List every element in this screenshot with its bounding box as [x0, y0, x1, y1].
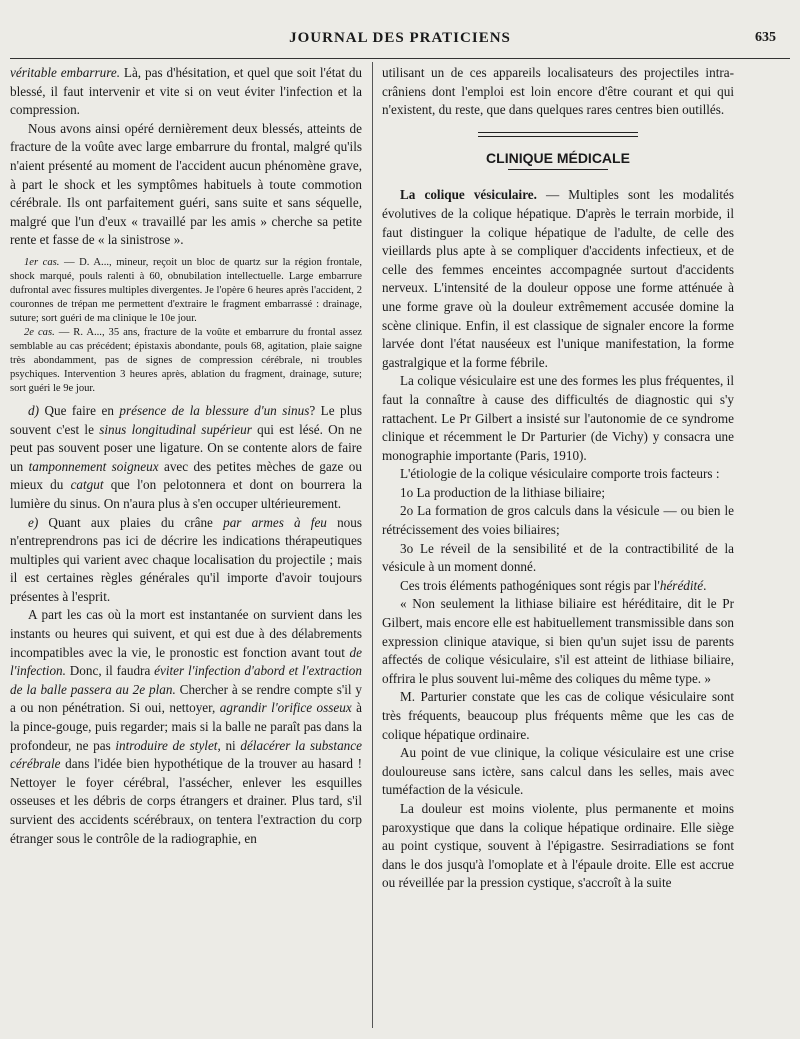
header-rule	[10, 58, 790, 59]
paragraph: d) Que faire en présence de la blessure d'un sinus? Le plus souvent c'est le sinus longitudinal supérieur qui est lésé. On ne peut pas souvent poser une ligature. On se contente alors de faire un tamponnement soigneux avec des petites mèches de gaze ou mieux du catgut que l'on pelotonnera et dont on bourrera la lumière du sinus. On n'aura plus à s'en occuper ultérieurement.	[10, 402, 363, 511]
paragraph: Au point de vue clinique, la colique vésiculaire est une crise douloureuse sans ictère, sans calcul dans les selles, mais avec tuméfaction de la vésicule.	[382, 745, 734, 798]
list-item: 2o La formation de gros calculs dans la vésicule — ou bien le rétrécissement des voies biliaires;	[382, 503, 734, 538]
case-note: 1er cas. — D. A..., mineur, reçoit un bloc de quartz sur la région frontale, shock marqué, pouls ralenti à 60, obnubilation intellectuelle. Large embarrure dufrontal avec fissures multiples divergentes. Je l'opère 6 heures après l'accident, 2 couronnes de trépan me permettent d'extraire le fragment embarrassé : drainage, suture; sort guéri de ma clinique le 10e jour.	[10, 256, 363, 324]
right-column	[382, 64, 734, 893]
left-column	[10, 64, 362, 848]
paragraph: « Non seulement la lithiase biliaire est héréditaire, dit le Pr Gilbert, mais encore elle est habituellement transmissible dans son expression clinique atavique, si bien qu'un sujet issu de parents affectés de colique vésiculaire, s'il est atteint de lithiase biliaire, offrira le plus souvent lui-même des coliques du même type. »	[382, 596, 734, 686]
column-separator	[372, 62, 373, 1028]
journal-title: JOURNAL DES PRATICIENS	[289, 30, 511, 46]
paragraph: A part les cas où la mort est instantanée on survient dans les instants ou heures qui suivent, et qui est due à des délabrements incompatibles avec la vie, le pronostic est fonction avant tout de l'infection. Donc, il faudra éviter l'infection d'abord et l'extraction de la balle passera au 2e plan. Chercher à se rendre compte s'il y a ou non pénétration. Si oui, nettoyer, agrandir l'orifice osseux à la pince-gouge, puis regarder; mais si la balle ne paraît pas dans la profondeur, ne pas introduire de stylet, ni délacérer la substance cérébrale dans l'idée bien hypothétique de la trouver au hasard ! Nettoyer le foyer cérébral, l'assécher, enlever les esquilles osseuses et les débris de corps étrangers et drainer. Plus tard, s'il survient des accidents scérébraux, on tentera l'extraction du corp étranger sous le contrôle de la radiographie, en	[10, 607, 363, 846]
case-notes	[10, 256, 362, 396]
paragraph: M. Parturier constate que les cas de colique vésiculaire sont très fréquents, beaucoup plus fréquents même que les cas de colique hépatique ordinaire.	[382, 689, 734, 742]
article-title: La colique vésiculaire.	[400, 187, 537, 203]
paragraph: Ces trois éléments pathogéniques sont régis par l'hérédité.	[400, 577, 707, 593]
paragraph: La colique vésiculaire est une des formes les plus fréquentes, il faut la connaître à cause des difficultés de diagnostic qui s'y rattachent. Le Pr Gilbert a insisté sur l'autonomie de ce syndrome clinique et récemment le Dr Parturier (de Vichy) y consacra une monographie importante (Paris, 1910).	[382, 373, 734, 463]
section-divider	[478, 132, 638, 137]
section-title: CLINIQUE MÉDICALE	[382, 149, 734, 171]
paragraph: La douleur est moins violente, plus permanente et moins paroxystique que dans la colique hépatique ordinaire. Elle siège au point cystique, souvent à l'épigastre. Sesirradiations se font dans le dos jusqu'à l'omoplate et à l'épaule droite. Elle est accrue ou réveillée par la pression cystique, s'accroît à la suite	[382, 800, 734, 891]
paragraph: La colique vésiculaire. — Multiples sont les modalités évolutives de la colique hépatique. D'après le terrain morbide, il faut distinguer la colique hépatique de l'adulte, de celle des vieillards plus apte à se compliquer d'accidents infectieux, et de celle des femmes enceintes accompagnée surtout d'accidents nerveux. L'intensité de la douleur oppose une forme atténuée à une forme grave où la douleur extrêmement accusée domine la scène clinique. Enfin, il est classique de signaler encore la forme larvée dont l'état nauséeux est l'unique manifestation, la forme gastralgique et la forme fébrile.	[382, 187, 734, 370]
page-number: 635	[755, 30, 776, 45]
running-header	[0, 30, 800, 52]
list-item: 1o La production de la lithiase biliaire;	[400, 484, 606, 500]
paragraph: véritable embarrure. Là, pas d'hésitation, et quel que soit l'état du blessé, il faut intervenir et vite si on veut éviter l'infection et la compression.	[10, 65, 363, 118]
paragraph: L'étiologie de la colique vésiculaire comporte trois facteurs :	[400, 466, 720, 482]
paragraph: utilisant un de ces appareils localisateurs des projectiles intra-crâniens dont l'emploi est loin encore d'être courant et qui qui n'existent, du reste, que dans quelques rares centres bien outillés.	[382, 65, 734, 118]
case-note: 2e cas. — R. A..., 35 ans, fracture de la voûte et embarrure du frontal assez semblable au cas précédent; épistaxis abondante, pouls 68, agitation, plaie saigne très abondamment, pas de signes de compression cérébrale, ni troubles psychiques. Intervention 3 heures après, ablation du fragment, drainage, suture; sort guéri le 9e jour.	[10, 326, 362, 394]
paragraph: Nous avons ainsi opéré dernièrement deux blessés, atteints de fracture de la voûte avec large embarrure du frontal, malgré qu'ils n'aient présenté au moment de l'accident aucun phénomène grave, à part le shock et les symptômes habituels à toute commotion cérébrale. Ils ont parfaitement guéri, sans suite et sans séquelle, malgré que l'un d'eux « travaillé par les amis » cherche sa petite rente et fasse de « la sinistrose ».	[10, 120, 362, 248]
list-item: 3o Le réveil de la sensibilité et de la contractibilité de la vésicule à un moment donné.	[382, 540, 734, 575]
title-underline	[508, 169, 608, 170]
paragraph: e) Quant aux plaies du crâne par armes à feu nous n'entreprendrons pas ici de décrire les indications thérapeutiques multiples qui varient avec chaque localisation du projectile ; mais il est certaines règles générales qu'il importe d'avoir toujours présentes à l'esprit.	[10, 514, 362, 604]
